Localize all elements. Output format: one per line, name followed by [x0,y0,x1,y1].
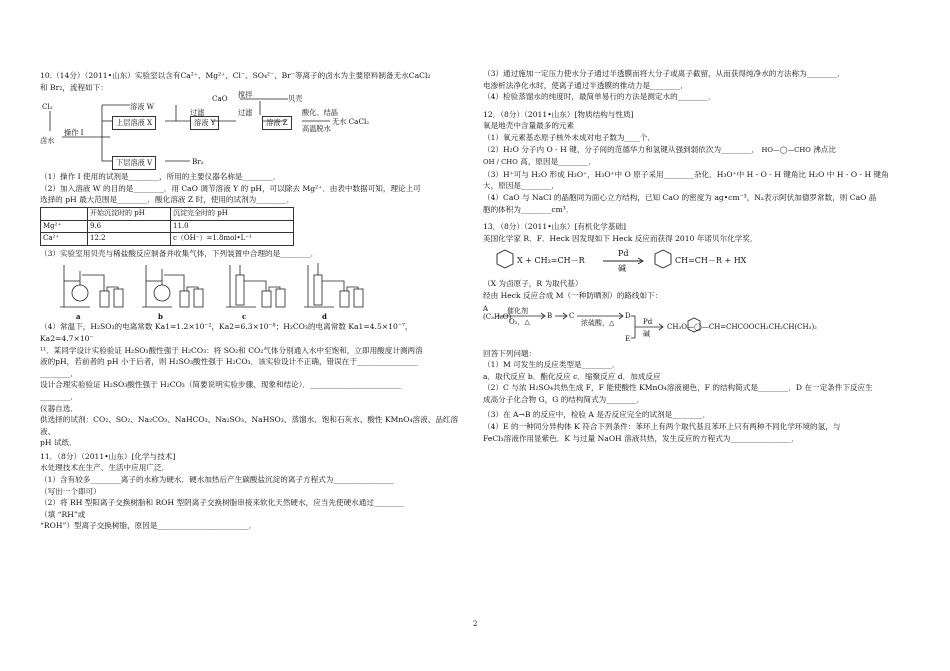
flow-cao: CaO [212,94,228,104]
table-cell: 11.0 [171,220,294,233]
q10-title-2: 和 Br₂，流程如下： [40,82,108,92]
q11-l1: 水处理技术在生产、生活中应用广泛． [40,463,170,473]
q12-l4-row [483,156,913,169]
q10-flowchart [40,90,400,171]
q11-cont-l2: 电渗析法净化水时，使离子通过半透膜的推动力是________． [483,80,689,90]
flow-filter2: 过滤 [238,108,253,118]
route-o2: O₂，△ [509,317,530,326]
heck-base: 碱 [618,264,626,274]
q13-l7: 成高分子化合物 G，G 的结构简式为________． [483,394,645,404]
q10-s2b: 选择的 pH 最大范围是________．酸化溶液 Z 时，使用的试剂为________． [40,195,295,205]
route-cat1: 催化剂 [507,306,528,315]
route-a: A [483,304,489,313]
q11-title: 11．（8分）（2011•山东）[化学与技术] [40,451,176,461]
left-column [40,68,465,532]
q10-s4h: 供选择的试剂：CO₂、SO₂、Na₂CO₃、NaHCO₃、Na₂SO₃、NaHSO₃、蒸馏水、饱和石灰水、酸性 KMnO₄溶液、品红溶液、 [40,415,459,436]
flow-dehyd: 高温脱水 [302,124,331,134]
q10-s4d: ________． [40,368,78,378]
table-header [41,207,88,220]
route-acid: 浓硫酸，△ [581,318,615,327]
q13-l5: a．取代反应 b．酯化反应 c．缩聚反应 d．加成反应 [483,371,661,381]
route-b: B [547,311,553,320]
q12-l3b: 沸点比 [813,144,837,154]
q10-s3: （3）实验室用贝壳与稀盐酸反应制备并收集气体，下列装置中合理的是________． [40,248,319,258]
q11-l4: （2）将 RH 型阳离子交换树脂和 ROH 型阴离子交换树脂串接来软化天然硬水，应当先使硬水通过________ [40,498,405,508]
q10-s4e: 设计合理实验验证 H₂SO₃酸性强于 H₂CO₃（简要说明实验步骤、现象和结论）．________________________ [40,380,402,390]
q10-s1: （1）操作 I 使用的试剂是________，所用的主要仪器名称是________． [40,172,281,182]
q11-cont-l3: （4）检验蒸馏水的纯度时，最简单易行的方法是测定水的________． [483,92,716,102]
flow-stir: 搅拌 [238,90,253,100]
route-base: 碱 [643,329,650,338]
q12-l1: 氧是地壳中含量最多的元素 [483,121,575,131]
q11-l5: （填 “RH”或 [40,509,86,519]
q12-l5: （3）H⁺可与 H₂O 形成 H₃O⁺，H₃O⁺中 O 原子采用________杂化．H₃O⁺中 H - O - H 键角比 H₂O 中 H - O - H 键角 [483,169,889,179]
q10-s4c: 液的pH，若前者的 pH 小于后者，则 H₂SO₃酸性强于 H₂CO₃．该实验设计不正确，错误在于________________ [40,357,418,367]
q13-l9: （4）E 的一种同分异构体 K 符合下列条件：苯环上有两个取代基且苯环上只有两种不同化学环境的氢，与 [483,422,841,432]
q12-l3a: （2）H₂O 分子内 O - H 键、分子间的范德华力和氢键从强到弱依次为________． [483,144,760,154]
apparatus-label-d: d [322,312,327,322]
q11-l2: （1）含有较多________离子的水称为硬水．硬水加热后产生碳酸盐沉淀的离子方程式为________________ [40,475,395,485]
heck-lhs: X + CH₂=CH－R [517,256,585,266]
right-column [483,68,913,444]
route-product-m: CH₃O—◯—CH=CHCOOCH₂CH₂CH(CH₃)₂ [667,322,817,331]
flowchart-arrows [40,93,400,171]
q13-title: 13．（8分）（2011•山东）[有机化学基础] [483,222,626,232]
table-cell: 9.6 [88,220,171,233]
page-number: 2 [473,620,478,628]
route-a-formula: (C₃H₆O) [483,312,512,321]
q13-l1: 美国化学家 R．F．Heck 因发现如下 Heck 反应而获得 2010 年诺贝尔化学奖． [483,233,758,243]
flow-upper: 上层溶液 X [112,116,156,130]
heck-cat: Pd [618,249,629,259]
table-cell: Mg²⁺ [41,220,88,233]
route-d: D [625,311,631,320]
q12-l7: （4）CaO 与 NaCl 的晶胞同为面心立方结构，已知 CaO 的密度为 ag•cm⁻³，Nₐ表示阿伏加德罗常数，则 CaO 晶 [483,192,877,202]
q10-s4f: ________． [40,391,78,401]
q11-l6: “ROH”）型离子交换树脂，原因是________________________． [40,521,257,531]
q13-l8: （3）在 A→B 的反应中，检验 A 是否反应完全的试剂是________． [483,410,711,420]
apparatus-drawing [60,261,380,311]
q10-s4i: pH 试纸． [40,438,77,448]
flow-brine: 卤水 [40,136,55,146]
q12-l8: 胞的体积为________cm³． [483,204,574,214]
q12-l2: （1）氧元素基态原子核外未成对电子数为____个． [483,132,655,142]
q13-l6: （2）C 与浓 H₂SO₄共热生成 F，F 能使酸性 KMnO₄溶液褪色，F 的结构简式是________．D 在一定条件下反应生 [483,383,873,393]
q13-l10: FeCl₃溶液作用显紫色．K 与过量 NaOH 溶液共热，发生反应的方程式为________________． [483,433,799,443]
q11-l3: （写出一个即可） [40,486,101,496]
q12-l6: 大，原因是________． [483,181,559,191]
route-pd: Pd [643,317,653,326]
synthesis-route [483,302,903,348]
table-row [41,233,294,246]
q10-title: 10.（14分）（2011•山东）实验室以含有Ca²⁺、Mg²⁺、Cl⁻、SO₄²⁻、Br⁻等离子的卤水为主要原料制备无水CaCl₂ [40,71,431,80]
q11-cont-l1: （3）通过施加一定压力使水分子通过半透膜而将大分子或离子截留，从而获得纯净水的方法称为________． [483,69,845,78]
flow-cl2: Cl₂ [42,102,53,112]
q10-s4g: 仪器自选． [40,403,78,413]
molecule-para-hydroxybenzaldehyde: HO—◯—CHO [761,145,811,154]
q12-l4: 高，原因是________． [520,157,597,167]
flow-sol-y: 溶液 Y [190,116,219,130]
flow-sol-w: 溶液 W [130,102,155,112]
q13-l3: 回答下列问题： [483,348,537,358]
ph-table [40,207,294,246]
flow-sol-z: 溶液 Z [262,116,292,130]
flow-op1: 操作 I [64,128,84,138]
flow-acid: 酸化、结晶 [302,108,338,118]
table-row [41,220,294,233]
flow-product: 无水 CaCl₂ [332,117,370,127]
table-header-row [41,207,294,220]
table-header: 沉淀完全时的 pH [171,207,294,220]
apparatus-label-a: a [76,312,81,322]
heck-reaction [483,244,883,278]
apparatus-label-c: c [242,312,247,322]
q10-s4b: ¹¹．某同学设计实验验证 H₂SO₃酸性强于 H₂CO₃：将 SO₂和 CO₂气体分别通入水中至饱和，立即用酸度计测两溶 [40,345,423,355]
heck-rhs: CH=CH－R + HX [675,256,747,266]
apparatus-label-b: b [158,312,163,322]
route-c: C [569,311,575,320]
apparatus-figure [60,261,380,321]
flow-br2: Br₂ [192,157,204,167]
molecule-ortho-hydroxybenzaldehyde: OH / CHO [483,158,518,167]
q13-l4: （1）M 可发生的反应类型是________． [483,360,620,370]
flow-shell: 贝壳 [288,94,303,104]
q13-l2: 经由 Heck 反应合成 M（一种防晒剂）的路线如下： [483,290,663,300]
q13-note: （X 为卤原子，R 为取代基） [483,279,583,289]
q12-title: 12．（8分）（2011•山东）[物质结构与性质] [483,109,634,119]
flow-filter1: 过滤 [190,108,205,118]
q12-l3 [483,144,913,157]
q10-s4a: （4）常温下，H₂SO₃的电离常数 Ka1=1.2×10⁻²，Ka2=6.3×10⁻⁸；H₂CO₃的电离常数 Ka1=4.5×10⁻⁷，Ka2=4.7×10⁻ [40,322,413,343]
table-cell: 12.2 [88,233,171,246]
route-e: E [625,334,631,343]
table-cell: Ca²⁺ [41,233,88,246]
flow-lower: 下层溶液 V [112,156,156,170]
table-cell: c（OH⁻）=1.8mol•L⁻¹ [171,233,294,246]
table-header: 开始沉淀时的 pH [88,207,171,220]
q10-s2a: （2）加入溶液 W 的目的是________．用 CaO 调节溶液 Y 的 pH，可以除去 Mg²⁺．由表中数据可知，理论上可 [40,183,421,193]
